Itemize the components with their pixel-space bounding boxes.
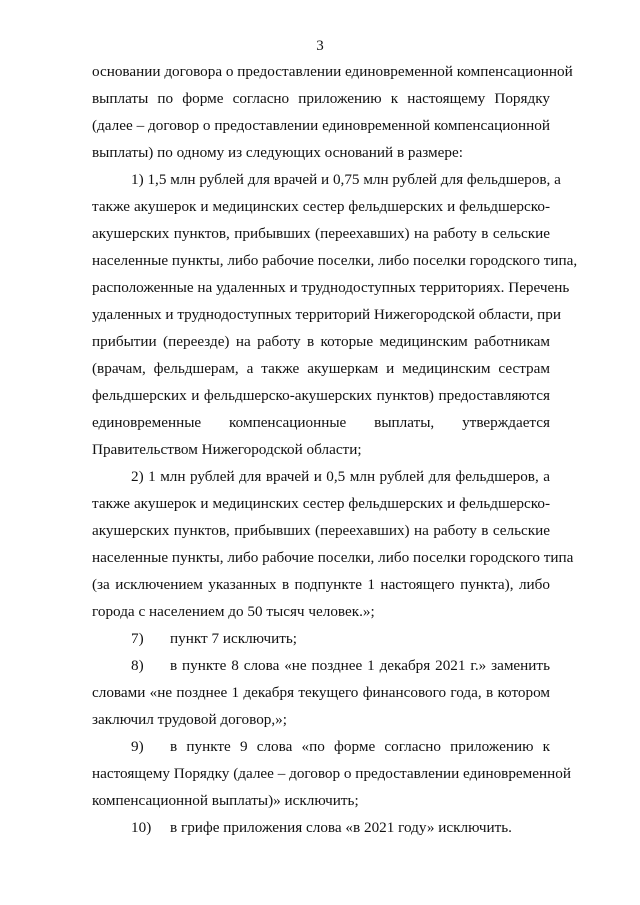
item-text: пункт 7 исключить;	[170, 630, 297, 647]
text-line: 1) 1,5 млн рублей для врачей и 0,75 млн рублей для фельдшеров, а	[131, 171, 561, 188]
text-line: выплаты по форме согласно приложению к настоящему Порядку	[92, 90, 550, 107]
text-line: словами «не позднее 1 декабря текущего финансового года, в котором	[92, 684, 550, 701]
text-line: удаленных и труднодоступных территорий Нижегородской области, при	[92, 306, 562, 323]
text-line: 2) 1 млн рублей для врачей и 0,5 млн рублей для фельдшеров, а	[131, 468, 550, 485]
text-line: населенные пункты, либо рабочие поселки, либо поселки городского типа,	[92, 252, 578, 269]
item-text: в пункте 9 слова «по форме согласно приложению к	[170, 738, 550, 755]
text-line: (врачам, фельдшерам, а также акушеркам и медицинским сестрам	[92, 360, 550, 377]
text-line: настоящему Порядку (далее – договор о предоставлении единовременной	[92, 765, 571, 782]
item-number: 10)	[131, 819, 152, 836]
text-line: города с населением до 50 тысяч человек.»;	[92, 603, 375, 620]
text-line: акушерских пунктов, прибывших (переехавших) на работу в сельские	[92, 522, 550, 539]
text-line: фельдшерских и фельдшерско-акушерских пунктов) предоставляются	[92, 387, 550, 404]
item-number: 8)	[131, 657, 144, 674]
text-line: выплаты) по одному из следующих оснований в размере:	[92, 144, 463, 161]
text-line: (за исключением указанных в подпункте 1 настоящего пункта), либо	[92, 576, 550, 593]
text-line: Правительством Нижегородской области;	[92, 441, 362, 458]
text-line: (далее – договор о предоставлении единовременной компенсационной	[92, 117, 550, 134]
item-text: в пункте 8 слова «не позднее 1 декабря 2021 г.» заменить	[170, 657, 550, 674]
text-line: прибытии (переезде) на работу в которые медицинским работникам	[92, 333, 550, 350]
page-number: 3	[316, 38, 324, 54]
text-line: также акушерок и медицинских сестер фельдшерских и фельдшерско-	[92, 495, 550, 512]
text-line: расположенные на удаленных и труднодоступных территориях. Перечень	[92, 279, 570, 296]
text-line: акушерских пунктов, прибывших (переехавших) на работу в сельские	[92, 225, 550, 242]
item-number: 7)	[131, 630, 144, 647]
item-text: в грифе приложения слова «в 2021 году» исключить.	[170, 819, 512, 836]
text-line: населенные пункты, либо рабочие поселки, либо поселки городского типа	[92, 549, 574, 566]
text-line: единовременные компенсационные выплаты, утверждается	[92, 414, 550, 431]
text-line: заключил трудовой договор,»;	[92, 711, 287, 728]
text-line: компенсационной выплаты)» исключить;	[92, 792, 359, 809]
item-number: 9)	[131, 738, 144, 755]
text-line: также акушерок и медицинских сестер фельдшерских и фельдшерско-	[92, 198, 550, 215]
text-line: основании договора о предоставлении единовременной компенсационной	[92, 63, 573, 80]
